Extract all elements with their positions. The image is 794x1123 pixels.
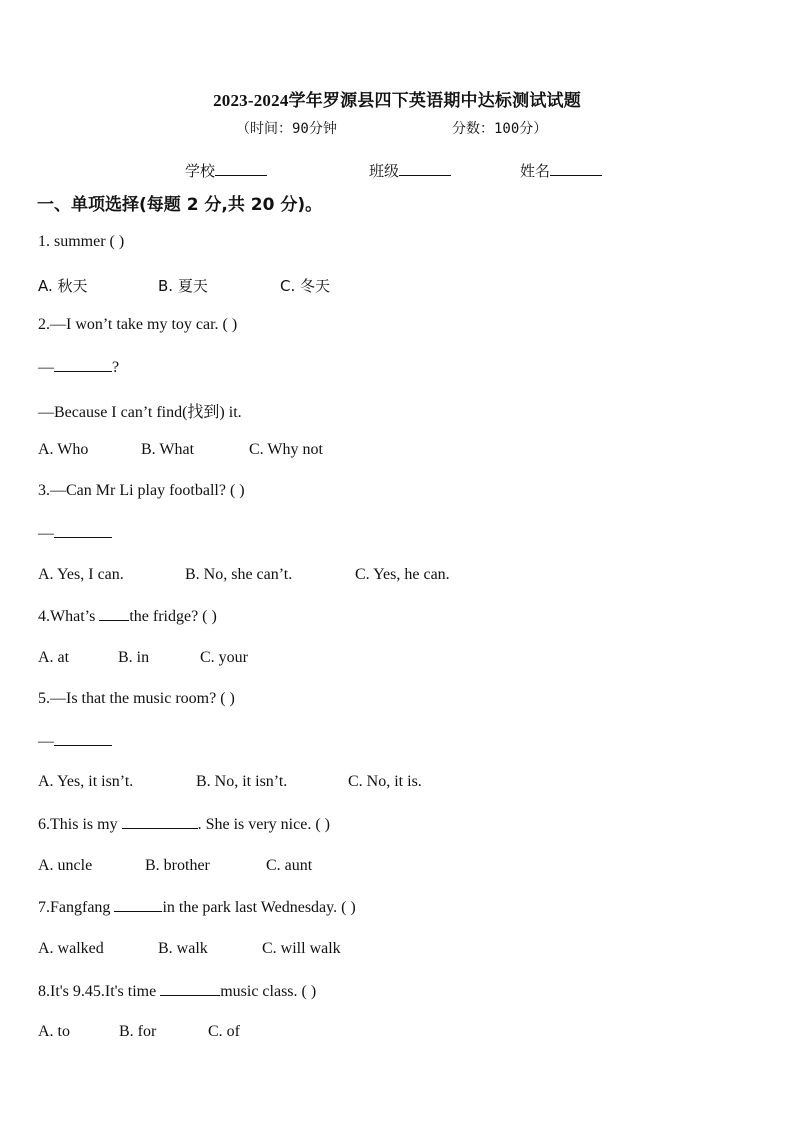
question-3-stem: 3.—Can Mr Li play football? ( ): [38, 482, 245, 499]
school-blank[interactable]: [215, 161, 267, 176]
question-3-option-c[interactable]: C. Yes, he can.: [355, 566, 450, 583]
question-2-option-c[interactable]: C. Why not: [249, 441, 323, 458]
answer-blank[interactable]: [122, 815, 198, 829]
name-blank[interactable]: [550, 161, 602, 176]
answer-blank[interactable]: [54, 358, 112, 372]
answer-blank[interactable]: [99, 607, 129, 621]
question-2-option-b[interactable]: B. What: [141, 441, 195, 458]
question-3-reply: [38, 524, 112, 543]
question-8-option-a[interactable]: A. to: [38, 1023, 70, 1040]
question-3-option-a[interactable]: A. Yes, I can.: [38, 566, 124, 583]
question-2-option-a[interactable]: A. Who: [38, 441, 89, 458]
question-4-prefix: 4.What’s: [38, 608, 100, 625]
answer-blank[interactable]: [54, 732, 112, 746]
question-mark: ?: [112, 359, 120, 376]
dash: —: [38, 525, 54, 542]
class-label: 班级: [369, 164, 400, 180]
exam-score: 分数：100分）: [452, 121, 548, 137]
question-1-option-a[interactable]: A. 秋天: [38, 277, 88, 295]
name-label: 姓名: [520, 164, 551, 180]
school-label: 学校: [185, 164, 216, 180]
question-8-option-c[interactable]: C. of: [208, 1023, 240, 1040]
dash: —: [38, 359, 54, 376]
question-8-stem: [38, 982, 316, 1001]
exam-title: 2023-2024学年罗源县四下英语期中达标测试试题: [213, 91, 581, 110]
question-4-suffix: the fridge? ( ): [129, 608, 217, 625]
class-blank[interactable]: [399, 161, 451, 176]
question-4-option-a[interactable]: A. at: [38, 649, 70, 666]
school-field: [185, 160, 267, 181]
question-5-option-a[interactable]: A. Yes, it isn’t.: [38, 773, 134, 790]
question-6-stem: [38, 815, 330, 834]
answer-blank[interactable]: [54, 524, 112, 538]
question-3-option-b[interactable]: B. No, she can’t.: [185, 566, 293, 583]
question-2-stem: 2.—I won’t take my toy car. ( ): [38, 316, 238, 333]
question-7-option-b[interactable]: B. walk: [158, 940, 208, 957]
question-2-response: —Because I can’t find(找到) it.: [38, 404, 242, 421]
question-6-prefix: 6.This is my: [38, 816, 122, 833]
question-7-stem: [38, 898, 356, 917]
question-8-option-b[interactable]: B. for: [119, 1023, 157, 1040]
class-field: [369, 160, 451, 181]
question-7-suffix: in the park last Wednesday. ( ): [162, 899, 356, 916]
question-1-option-c[interactable]: C. 冬天: [280, 277, 331, 295]
question-4-stem: [38, 607, 217, 626]
exam-time: （时间：90分钟: [236, 121, 337, 137]
dash: —: [38, 733, 54, 750]
question-1-option-b[interactable]: B. 夏天: [158, 277, 208, 295]
question-6-option-b[interactable]: B. brother: [145, 857, 210, 874]
question-4-option-b[interactable]: B. in: [118, 649, 150, 666]
section-heading: 一、单项选择(每题 2 分,共 20 分)。: [37, 195, 323, 215]
question-6-option-c[interactable]: C. aunt: [266, 857, 313, 874]
question-5-stem: 5.—Is that the music room? ( ): [38, 690, 235, 707]
question-5-reply: [38, 732, 112, 751]
question-6-suffix: . She is very nice. ( ): [197, 816, 330, 833]
question-8-prefix: 8.It's 9.45.It's time: [38, 983, 161, 1000]
question-5-option-b[interactable]: B. No, it isn’t.: [196, 773, 288, 790]
question-1-stem: 1. summer ( ): [38, 233, 125, 250]
question-6-option-a[interactable]: A. uncle: [38, 857, 93, 874]
question-7-option-a[interactable]: A. walked: [38, 940, 104, 957]
question-5-option-c[interactable]: C. No, it is.: [348, 773, 422, 790]
name-field: [520, 160, 602, 181]
question-7-option-c[interactable]: C. will walk: [262, 940, 341, 957]
question-2-reply: [38, 358, 119, 377]
question-7-prefix: 7.Fangfang: [38, 899, 115, 916]
question-8-suffix: music class. ( ): [220, 983, 317, 1000]
answer-blank[interactable]: [160, 982, 220, 996]
question-4-option-c[interactable]: C. your: [200, 649, 248, 666]
answer-blank[interactable]: [114, 898, 162, 912]
